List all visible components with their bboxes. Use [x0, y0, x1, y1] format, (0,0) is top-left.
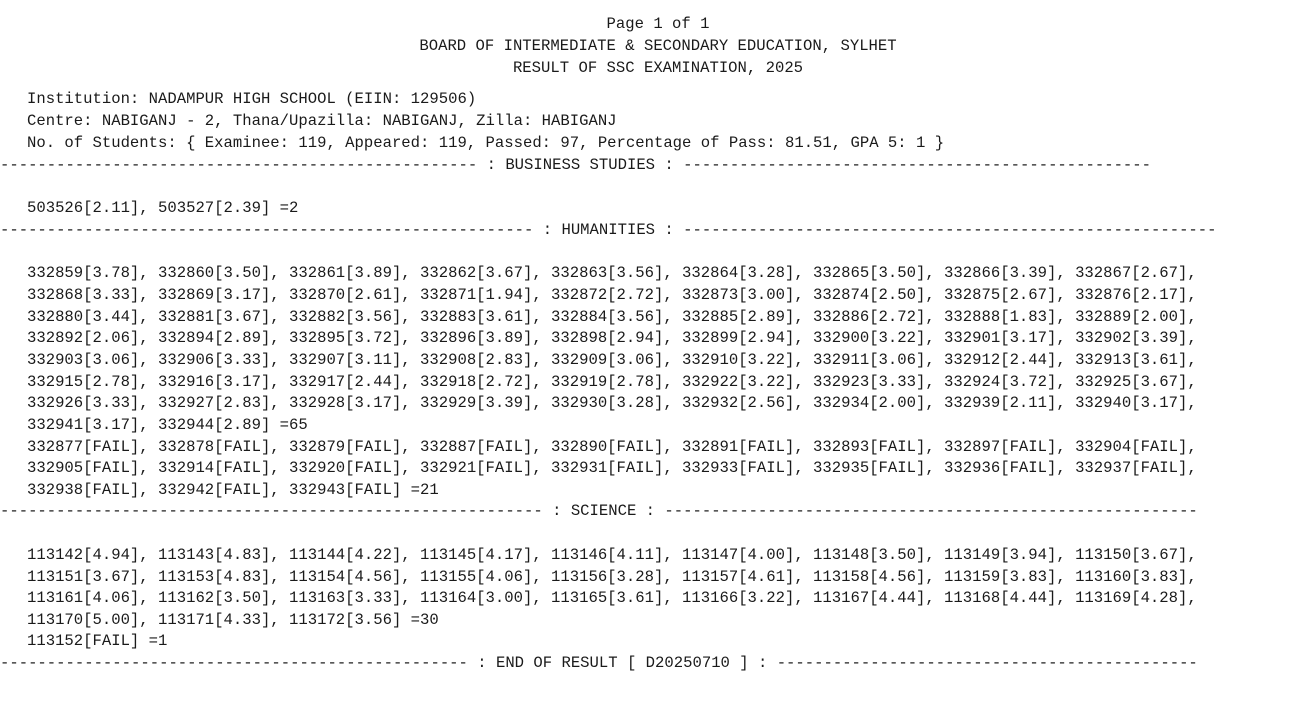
exam-title: RESULT OF SSC EXAMINATION, 2025	[512, 59, 804, 77]
centre-line: Centre: NABIGANJ - 2, Thana/Upazilla: NABIGANJ, Zilla: HABIGANJ	[27, 112, 617, 130]
science-result-line: 113151[3.67], 113153[4.83], 113154[4.56], 113155[4.06], 113156[3.28], 113157[4.61], 113158[4.56], 113159[3.83], 113160[3.83],	[27, 568, 1197, 586]
science-result-line: 113170[5.00], 113171[4.33], 113172[3.56] =30	[27, 611, 439, 629]
humanities-result-line: 332859[3.78], 332860[3.50], 332861[3.89], 332862[3.67], 332863[3.56], 332864[3.28], 332865[3.50], 332866[3.39], 332867[2.67],	[27, 264, 1197, 282]
humanities-result-line: 332926[3.33], 332927[2.83], 332928[3.17], 332929[3.39], 332930[3.28], 332932[2.56], 332934[2.00], 332939[2.11], 332940[3.17],	[27, 394, 1197, 412]
humanities-result-line: 332915[2.78], 332916[3.17], 332917[2.44], 332918[2.72], 332919[2.78], 332922[3.22], 332923[3.33], 332924[3.72], 332925[3.67],	[27, 373, 1197, 391]
board-title: BOARD OF INTERMEDIATE & SECONDARY EDUCATION, SYLHET	[419, 37, 897, 55]
humanities-result-line: 332868[3.33], 332869[3.17], 332870[2.61], 332871[1.94], 332872[2.72], 332873[3.00], 332874[2.50], 332875[2.67], 332876[2.17],	[27, 286, 1197, 304]
business-studies-divider: --------------------------------------------------- : BUSINESS STUDIES : --------------------------------------------------	[0, 156, 1152, 174]
end-of-result-divider: -------------------------------------------------- : END OF RESULT [ D20250710 ] : ---------------------------------------------	[0, 654, 1198, 672]
business-result-line: 503526[2.11], 503527[2.39] =2	[27, 199, 299, 217]
humanities-result-line: 332903[3.06], 332906[3.33], 332907[3.11], 332908[2.83], 332909[3.06], 332910[3.22], 332911[3.06], 332912[2.44], 332913[3.61],	[27, 351, 1197, 369]
humanities-fail-line: 332905[FAIL], 332914[FAIL], 332920[FAIL], 332921[FAIL], 332931[FAIL], 332933[FAIL], 332935[FAIL], 332936[FAIL], 332937[FAIL],	[27, 459, 1197, 477]
science-result-line: 113161[4.06], 113162[3.50], 113163[3.33], 113164[3.00], 113165[3.61], 113166[3.22], 113167[4.44], 113168[4.44], 113169[4.28],	[27, 589, 1197, 607]
science-fail-line: 113152[FAIL] =1	[27, 632, 168, 650]
humanities-fail-line: 332877[FAIL], 332878[FAIL], 332879[FAIL], 332887[FAIL], 332890[FAIL], 332891[FAIL], 332893[FAIL], 332897[FAIL], 332904[FAIL],	[27, 438, 1197, 456]
page-number: Page 1 of 1	[606, 15, 710, 33]
humanities-divider: --------------------------------------------------------- : HUMANITIES : ---------------------------------------------------------	[0, 221, 1217, 239]
institution-line: Institution: NADAMPUR HIGH SCHOOL (EIIN: 129506)	[27, 90, 477, 108]
humanities-fail-line: 332938[FAIL], 332942[FAIL], 332943[FAIL] =21	[27, 481, 439, 499]
students-summary-line: No. of Students: { Examinee: 119, Appeared: 119, Passed: 97, Percentage of Pass: 81.51, GPA 5: 1 }	[27, 134, 945, 152]
humanities-result-line: 332892[2.06], 332894[2.89], 332895[3.72], 332896[3.89], 332898[2.94], 332899[2.94], 332900[3.22], 332901[3.17], 332902[3.39],	[27, 329, 1197, 347]
humanities-result-line: 332941[3.17], 332944[2.89] =65	[27, 416, 308, 434]
science-divider: ---------------------------------------------------------- : SCIENCE : ---------------------------------------------------------	[0, 502, 1198, 520]
humanities-result-line: 332880[3.44], 332881[3.67], 332882[3.56], 332883[3.61], 332884[3.56], 332885[2.89], 332886[2.72], 332888[1.83], 332889[2.00],	[27, 308, 1197, 326]
science-result-line: 113142[4.94], 113143[4.83], 113144[4.22], 113145[4.17], 113146[4.11], 113147[4.00], 113148[3.50], 113149[3.94], 113150[3.67],	[27, 546, 1197, 564]
